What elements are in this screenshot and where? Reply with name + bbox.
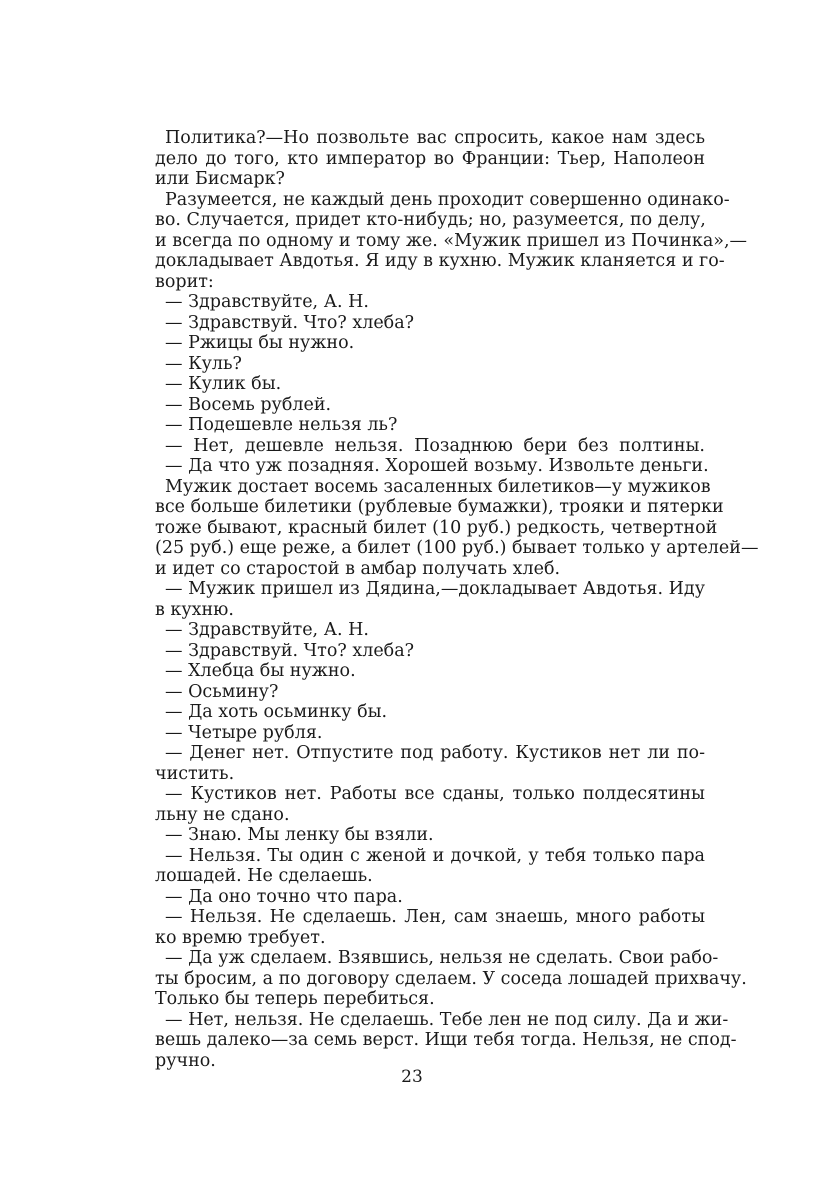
- dialogue-line: — Куль?: [165, 353, 242, 374]
- dialogue-line: — Кулик бы.: [165, 374, 282, 394]
- text-line: ворит:: [155, 271, 214, 292]
- text-line: вешь далеко—за семь верст. Ищи тебя тогда. Нельзя, не спод-: [155, 1030, 737, 1050]
- dialogue-line: — Да оно точно что пара.: [165, 886, 403, 907]
- dialogue-line: — Да хоть осьминку бы.: [165, 702, 388, 722]
- text-line: ручно.: [155, 1050, 216, 1071]
- dialogue-line: — Здравствуй. Что? хлеба?: [165, 312, 415, 333]
- text-line: докладывает Авдотья. Я иду в кухню. Мужик кланяется и го-: [155, 251, 725, 271]
- dialogue-line: — Да что уж позадняя. Хорошей возьму. Извольте деньги.: [165, 456, 709, 476]
- text-line: в кухню.: [155, 599, 234, 620]
- text-line: или Бисмарк?: [155, 169, 285, 189]
- dialogue-line: — Восемь рублей.: [165, 394, 332, 415]
- text-line: ты бросим, а по договору сделаем. У соседа лошадей прихвачу.: [155, 968, 747, 989]
- dialogue-line: — Нельзя. Не сделаешь. Лен, сам знаешь, много работы: [165, 907, 705, 927]
- dialogue-line: — Здравствуйте, А. Н.: [165, 292, 369, 312]
- dialogue-line: — Осьмину?: [165, 681, 279, 702]
- dialogue-line: — Денег нет. Отпустите под работу. Кустиков нет ли по-: [165, 743, 705, 763]
- dialogue-line: — Да уж сделаем. Взявшись, нельзя не сделать. Свои рабо-: [165, 948, 719, 968]
- page-number: 23: [401, 1067, 423, 1087]
- text-line: тоже бывают, красный билет (10 руб.) редкость, четвертной: [155, 517, 718, 538]
- dialogue-line: — Здравствуй. Что? хлеба?: [165, 640, 415, 661]
- dialogue-line: — Кустиков нет. Работы все сданы, только полдесятины: [165, 784, 705, 804]
- text-line: дело до того, кто император во Франции: Тьер, Наполеон: [155, 148, 705, 169]
- text-line: льну не сдано.: [155, 804, 290, 825]
- text-line: чистить.: [155, 763, 235, 784]
- text-line: лошадей. Не сделаешь.: [155, 866, 373, 886]
- dialogue-line: — Нет, нельзя. Не сделаешь. Тебе лен не под силу. Да и жи-: [165, 1009, 729, 1030]
- dialogue-line: — Нельзя. Ты один с женой и дочкой, у тебя только пара: [165, 845, 705, 866]
- text-line: Политика?—Но позвольте вас спросить, какое нам здесь: [165, 128, 705, 148]
- text-line: Мужик достает восемь засаленных билетиков—у мужиков: [165, 476, 711, 497]
- dialogue-line: — Подешевле нельзя ль?: [165, 415, 398, 435]
- dialogue-line: — Хлебца бы нужно.: [165, 661, 356, 681]
- dialogue-line: — Ржицы бы нужно.: [165, 333, 355, 353]
- dialogue-line: — Мужик пришел из Дядина,—докладывает Авдотья. Иду: [165, 579, 705, 599]
- text-line: ко времю требует.: [155, 927, 326, 948]
- text-line: Разумеется, не каждый день проходит совершенно одинако-: [165, 189, 730, 210]
- text-line: и всегда по одному и тому же. «Мужик пришел из Починка»,—: [155, 230, 748, 251]
- dialogue-line: — Нет, дешевле нельзя. Позаднюю бери без полтины.: [165, 435, 705, 456]
- dialogue-line: — Знаю. Мы ленку бы взяли.: [165, 825, 434, 845]
- text-line: и идет со старостой в амбар получать хлеб.: [155, 558, 561, 579]
- text-line: Только бы теперь перебиться.: [155, 989, 435, 1009]
- text-line: все больше билетики (рублевые бумажки), трояки и пятерки: [155, 497, 724, 517]
- text-line: во. Случается, придет кто-нибудь; но, разумеется, по делу,: [155, 210, 706, 230]
- dialogue-line: — Здравствуйте, А. Н.: [165, 620, 369, 640]
- dialogue-line: — Четыре рубля.: [165, 722, 323, 743]
- text-line: (25 руб.) еще реже, а билет (100 руб.) бывает только у артелей—: [155, 538, 759, 558]
